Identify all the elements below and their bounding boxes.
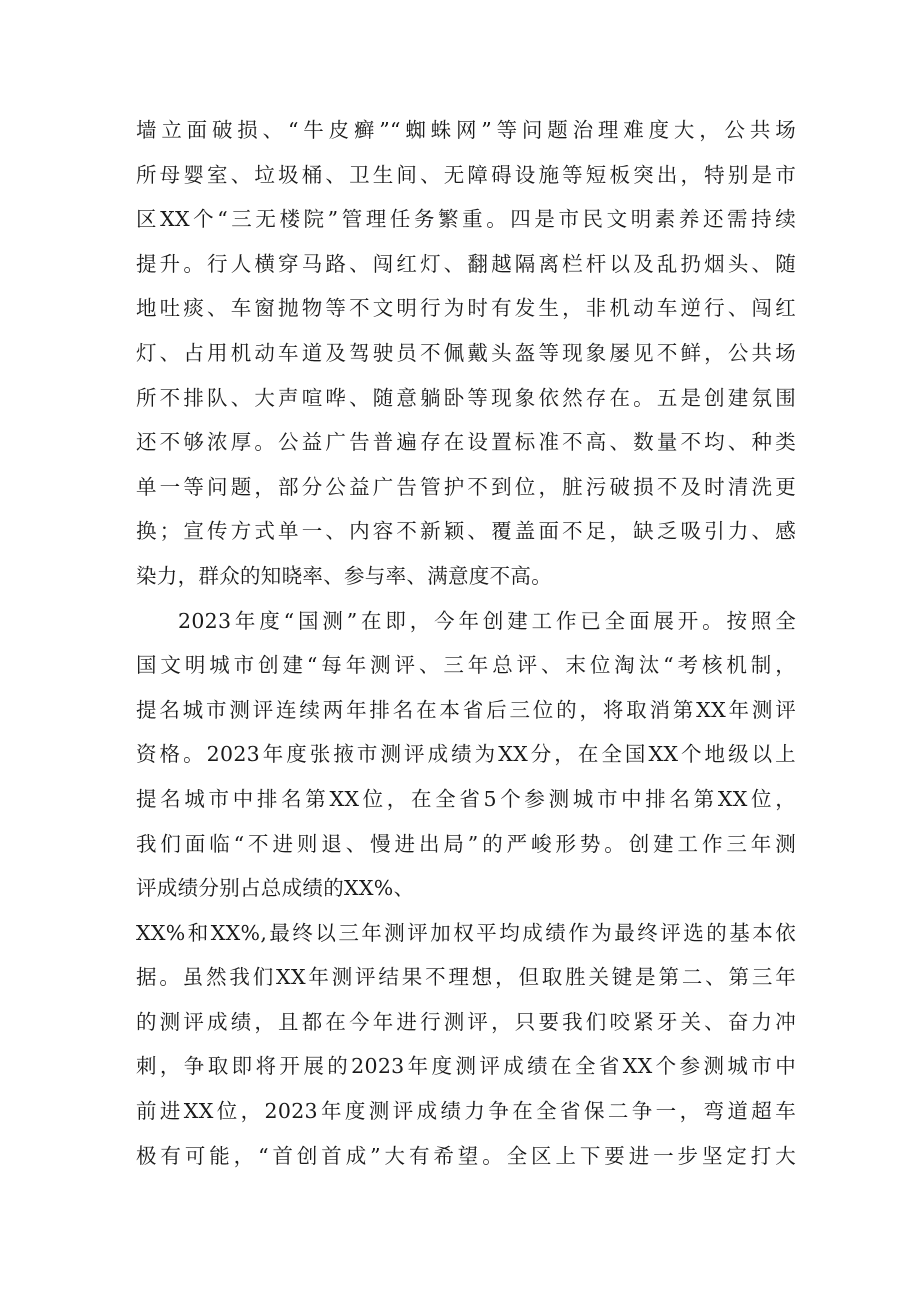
text-line: 提升。行人横穿马路、闯红灯、翻越隔离栏杆以及乱扔烟头、随 — [136, 251, 796, 276]
text-line: 区XX个“三无楼院”管理任务繁重。四是市民文明素养还需持续 — [136, 207, 796, 232]
text-line: 地吐痰、车窗抛物等不文明行为时有发生，非机动车逆行、闯红 — [136, 296, 796, 321]
text-line: 换；宣传方式单一、内容不新颖、覆盖面不足，缺乏吸引力、感 — [136, 519, 796, 544]
text-line: 国文明城市创建“每年测评、三年总评、末位淘汰“考核机制， — [136, 653, 796, 678]
text-line: 我们面临“不进则退、慢进出局”的严峻形势。创建工作三年测 — [136, 831, 796, 856]
text-line: 所母婴室、垃圾桶、卫生间、无障碍设施等短板突出，特别是市 — [136, 162, 796, 187]
text-line-short: 评成绩分别占总成绩的XX%、 — [136, 876, 415, 901]
text-line: 所不排队、大声喧哗、随意躺卧等现象依然存在。五是创建氛围 — [136, 385, 796, 410]
paragraph-first-line: 2023年度“国测”在即，今年创建工作已全面展开。按照全 — [178, 608, 796, 633]
text-line: 据。虽然我们XX年测评结果不理想，但取胜关键是第二、第三年 — [136, 965, 796, 990]
text-line: 单一等问题，部分公益广告管护不到位，脏污破损不及时清洗更 — [136, 474, 796, 499]
text-line: 还不够浓厚。公益广告普遍存在设置标准不高、数量不均、种类 — [136, 430, 796, 455]
text-line: 灯、占用机动车道及驾驶员不佩戴头盔等现象屡见不鲜，公共场 — [136, 340, 796, 365]
text-line: 前进XX位，2023年度测评成绩力争在全省保二争一，弯道超车 — [136, 1099, 796, 1124]
text-line: 提名城市中排名第XX位，在全省5个参测城市中排名第XX位， — [136, 786, 796, 811]
text-line: XX%和XX%,最终以三年测评加权平均成绩作为最终评选的基本依 — [136, 920, 796, 945]
body-text — [136, 108, 796, 1178]
text-line: 极有可能，“首创首成”大有希望。全区上下要进一步坚定打大 — [136, 1143, 796, 1168]
text-line: 墙立面破损、“牛皮癣”“蜘蛛网”等问题治理难度大，公共场 — [136, 118, 796, 142]
text-line: 资格。2023年度张掖市测评成绩为XX分，在全国XX个地级以上 — [136, 742, 796, 767]
text-line: 的测评成绩，且都在今年进行测评，只要我们咬紧牙关、奋力冲 — [136, 1009, 796, 1034]
text-line: 刺，争取即将开展的2023年度测评成绩在全省XX个参测城市中 — [136, 1054, 796, 1079]
text-line: 提名城市测评连续两年排名在本省后三位的，将取消第XX年测评 — [136, 697, 796, 722]
paragraph-end-line: 染力，群众的知晓率、参与率、满意度不高。 — [136, 563, 552, 588]
